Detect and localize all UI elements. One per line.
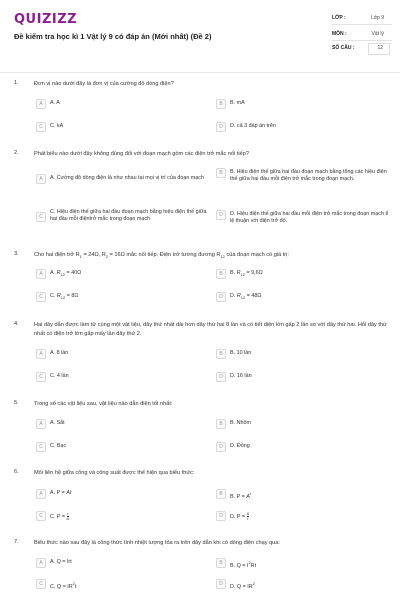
question-number: 1.	[14, 80, 19, 86]
option-text: B. $R_{12} = 9,6\Omega$	[230, 270, 263, 278]
option-text: B. mA	[230, 100, 245, 106]
divider	[332, 40, 392, 41]
option-letter-badge: B	[216, 269, 226, 279]
option-letter-badge: C	[36, 372, 46, 382]
option-letter-badge: D	[216, 122, 226, 132]
option-letter-badge: C	[36, 212, 46, 222]
option-letter-badge: A	[36, 269, 46, 279]
question-number: 3.	[14, 251, 19, 257]
option-text: B. Nhôm	[230, 420, 251, 426]
header-divider	[0, 72, 400, 73]
option-letter-badge: D	[216, 292, 226, 302]
divider	[332, 24, 392, 25]
option-text: A. Q = Irt	[50, 559, 72, 565]
question-text: Phát biểu nào dưới đây không đúng đối với đoạn mạch gồm các điện trở mắc nối tiếp?	[34, 151, 250, 157]
option-text: D. cả 3 đáp án trên	[230, 123, 276, 129]
option-text: C. Hiệu điện thế giữa hai đầu đoạn mạch bằng hiệu điện thế giữa hai đầu mỗi điệntrở mắc trong đoạn mạch	[50, 209, 207, 222]
option-letter-badge: C	[36, 511, 46, 521]
meta-label-subject: MÔN :	[332, 31, 347, 37]
meta-value-count: 12	[377, 45, 383, 51]
option-text: B. $Q = I^2Rt$	[230, 560, 257, 569]
meta-value-class: Lớp 9	[370, 15, 384, 21]
option-letter-badge: D	[216, 372, 226, 382]
option-text: C. 4 lần	[50, 373, 69, 379]
question-number: 6.	[14, 469, 19, 475]
option-letter-badge: D	[216, 511, 226, 521]
question-text: Trong số các vật liệu sau, vật liệu nào dẫn điện tốt nhất:	[34, 401, 173, 407]
option-letter-badge: C	[36, 122, 46, 132]
option-text: D. Hiệu điện thế giữa hai đầu mỗi điện trở mắc trong đoạn mạch tỉ lệ thuận với điện trở đó.	[230, 211, 389, 224]
meta-row-subject	[332, 29, 392, 41]
meta-value-subject: Vật lý	[371, 31, 384, 37]
question-text: Đơn vị nào dưới đây là đơn vị của cường độ dòng điện?	[34, 81, 174, 87]
option-text: C. $R_{12} = 8\Omega$	[50, 293, 79, 301]
option-letter-badge: C	[36, 579, 46, 589]
fraction-denominator: t	[247, 516, 249, 521]
meta-label-count: SỐ CÂU :	[332, 45, 355, 51]
option-letter-badge: D	[216, 442, 226, 452]
option-text: C. $Q = IR^2t$	[50, 581, 77, 590]
option-text: C. kA	[50, 123, 64, 129]
question-text: Cho hai điện trở $R_1 = 24\Omega$, $R_2 = 16\Omega$ mắc nối tiếp. Điện trở tương đương $R_{12}$ của đoạn mạch có giá trị:	[34, 252, 289, 260]
option-letter-badge: A	[36, 489, 46, 499]
option-text: C. P = $\frac{t}{A}$	[50, 511, 70, 521]
meta-label-class: LỚP :	[332, 15, 346, 21]
option-letter-badge: B	[216, 168, 226, 178]
option-text: B. $P = A^t$	[230, 491, 251, 500]
option-letter-badge: A	[36, 558, 46, 568]
option-letter-badge: B	[216, 558, 226, 568]
option-letter-badge: B	[216, 349, 226, 359]
question-text: Hai dây dẫn được làm từ cùng một vật liệu, dây thứ nhất dài hơn dây thứ hai 8 lần và có tiết diện lớn gấp 2 lần so với dây thứ hai. Hỏi dây thứ nhất có điện trở lớn gấp mấy lần dây thứ 2.	[34, 322, 387, 337]
option-text: A. Cường độ dòng điện là như nhau tại mọi vị trí của đoạn mạch	[50, 175, 204, 181]
option-letter-badge: B	[216, 99, 226, 109]
option-letter-badge: C	[36, 442, 46, 452]
worksheet-header	[0, 0, 400, 72]
option-text: D. P = $\frac{A}{t}$	[230, 511, 250, 521]
question-text: Biểu thức nào sau đây là công thức tính nhiệt lượng tỏa ra trên dây dẫn khi có dòng điện chạy qua:	[34, 540, 280, 546]
fraction-numerator: A	[246, 511, 250, 516]
worksheet-title: Đề kiểm tra học kì 1 Vật lý 9 có đáp án (Mới nhất) (Đề 2)	[14, 32, 212, 41]
option-letter-badge: A	[36, 99, 46, 109]
option-text: D. Đồng	[230, 443, 250, 449]
meta-row-class	[332, 13, 392, 25]
option-text: D. 16 lần	[230, 373, 252, 379]
question-number: 2.	[14, 150, 19, 156]
fraction-numerator: t	[67, 511, 69, 516]
option-text: A. A	[50, 100, 60, 106]
option-text: C. Bạc	[50, 443, 67, 449]
question-number: 4.	[14, 321, 19, 327]
option-text: B. 10 lần	[230, 350, 252, 356]
option-text: A. 8 lần	[50, 350, 69, 356]
question-text: Mối liên hệ giữa công và công suất được thể hiện qua biểu thức:	[34, 470, 195, 476]
option-letter-badge: B	[216, 419, 226, 429]
option-letter-badge: A	[36, 419, 46, 429]
option-letter-badge: D	[216, 579, 226, 589]
fraction-denominator: A	[66, 516, 70, 521]
option-letter-badge: D	[216, 210, 226, 220]
question-number: 5.	[14, 400, 19, 406]
option-text: A. Sắt	[50, 420, 65, 426]
question-number: 7.	[14, 539, 19, 545]
option-text: D. $R_{12} = 48\Omega$	[230, 293, 262, 301]
option-letter-badge: A	[36, 174, 46, 184]
quizizz-logo: QUIZIZZ	[14, 12, 78, 27]
option-text: D. $Q = IR^2$	[230, 581, 255, 590]
meta-row-count	[332, 43, 392, 55]
option-text: B. Hiệu điện thế giữa hai đầu đoạn mạch bằng tổng các hiệu điện thế giữa hai đầu mỗi điện trở mắc trong đoạn mạch.	[230, 169, 387, 182]
option-text: A. $R_{12} = 40\Omega$	[50, 270, 82, 278]
option-text: A. P = At	[50, 490, 72, 496]
option-letter-badge: A	[36, 349, 46, 359]
option-letter-badge: C	[36, 292, 46, 302]
option-letter-badge: B	[216, 489, 226, 499]
